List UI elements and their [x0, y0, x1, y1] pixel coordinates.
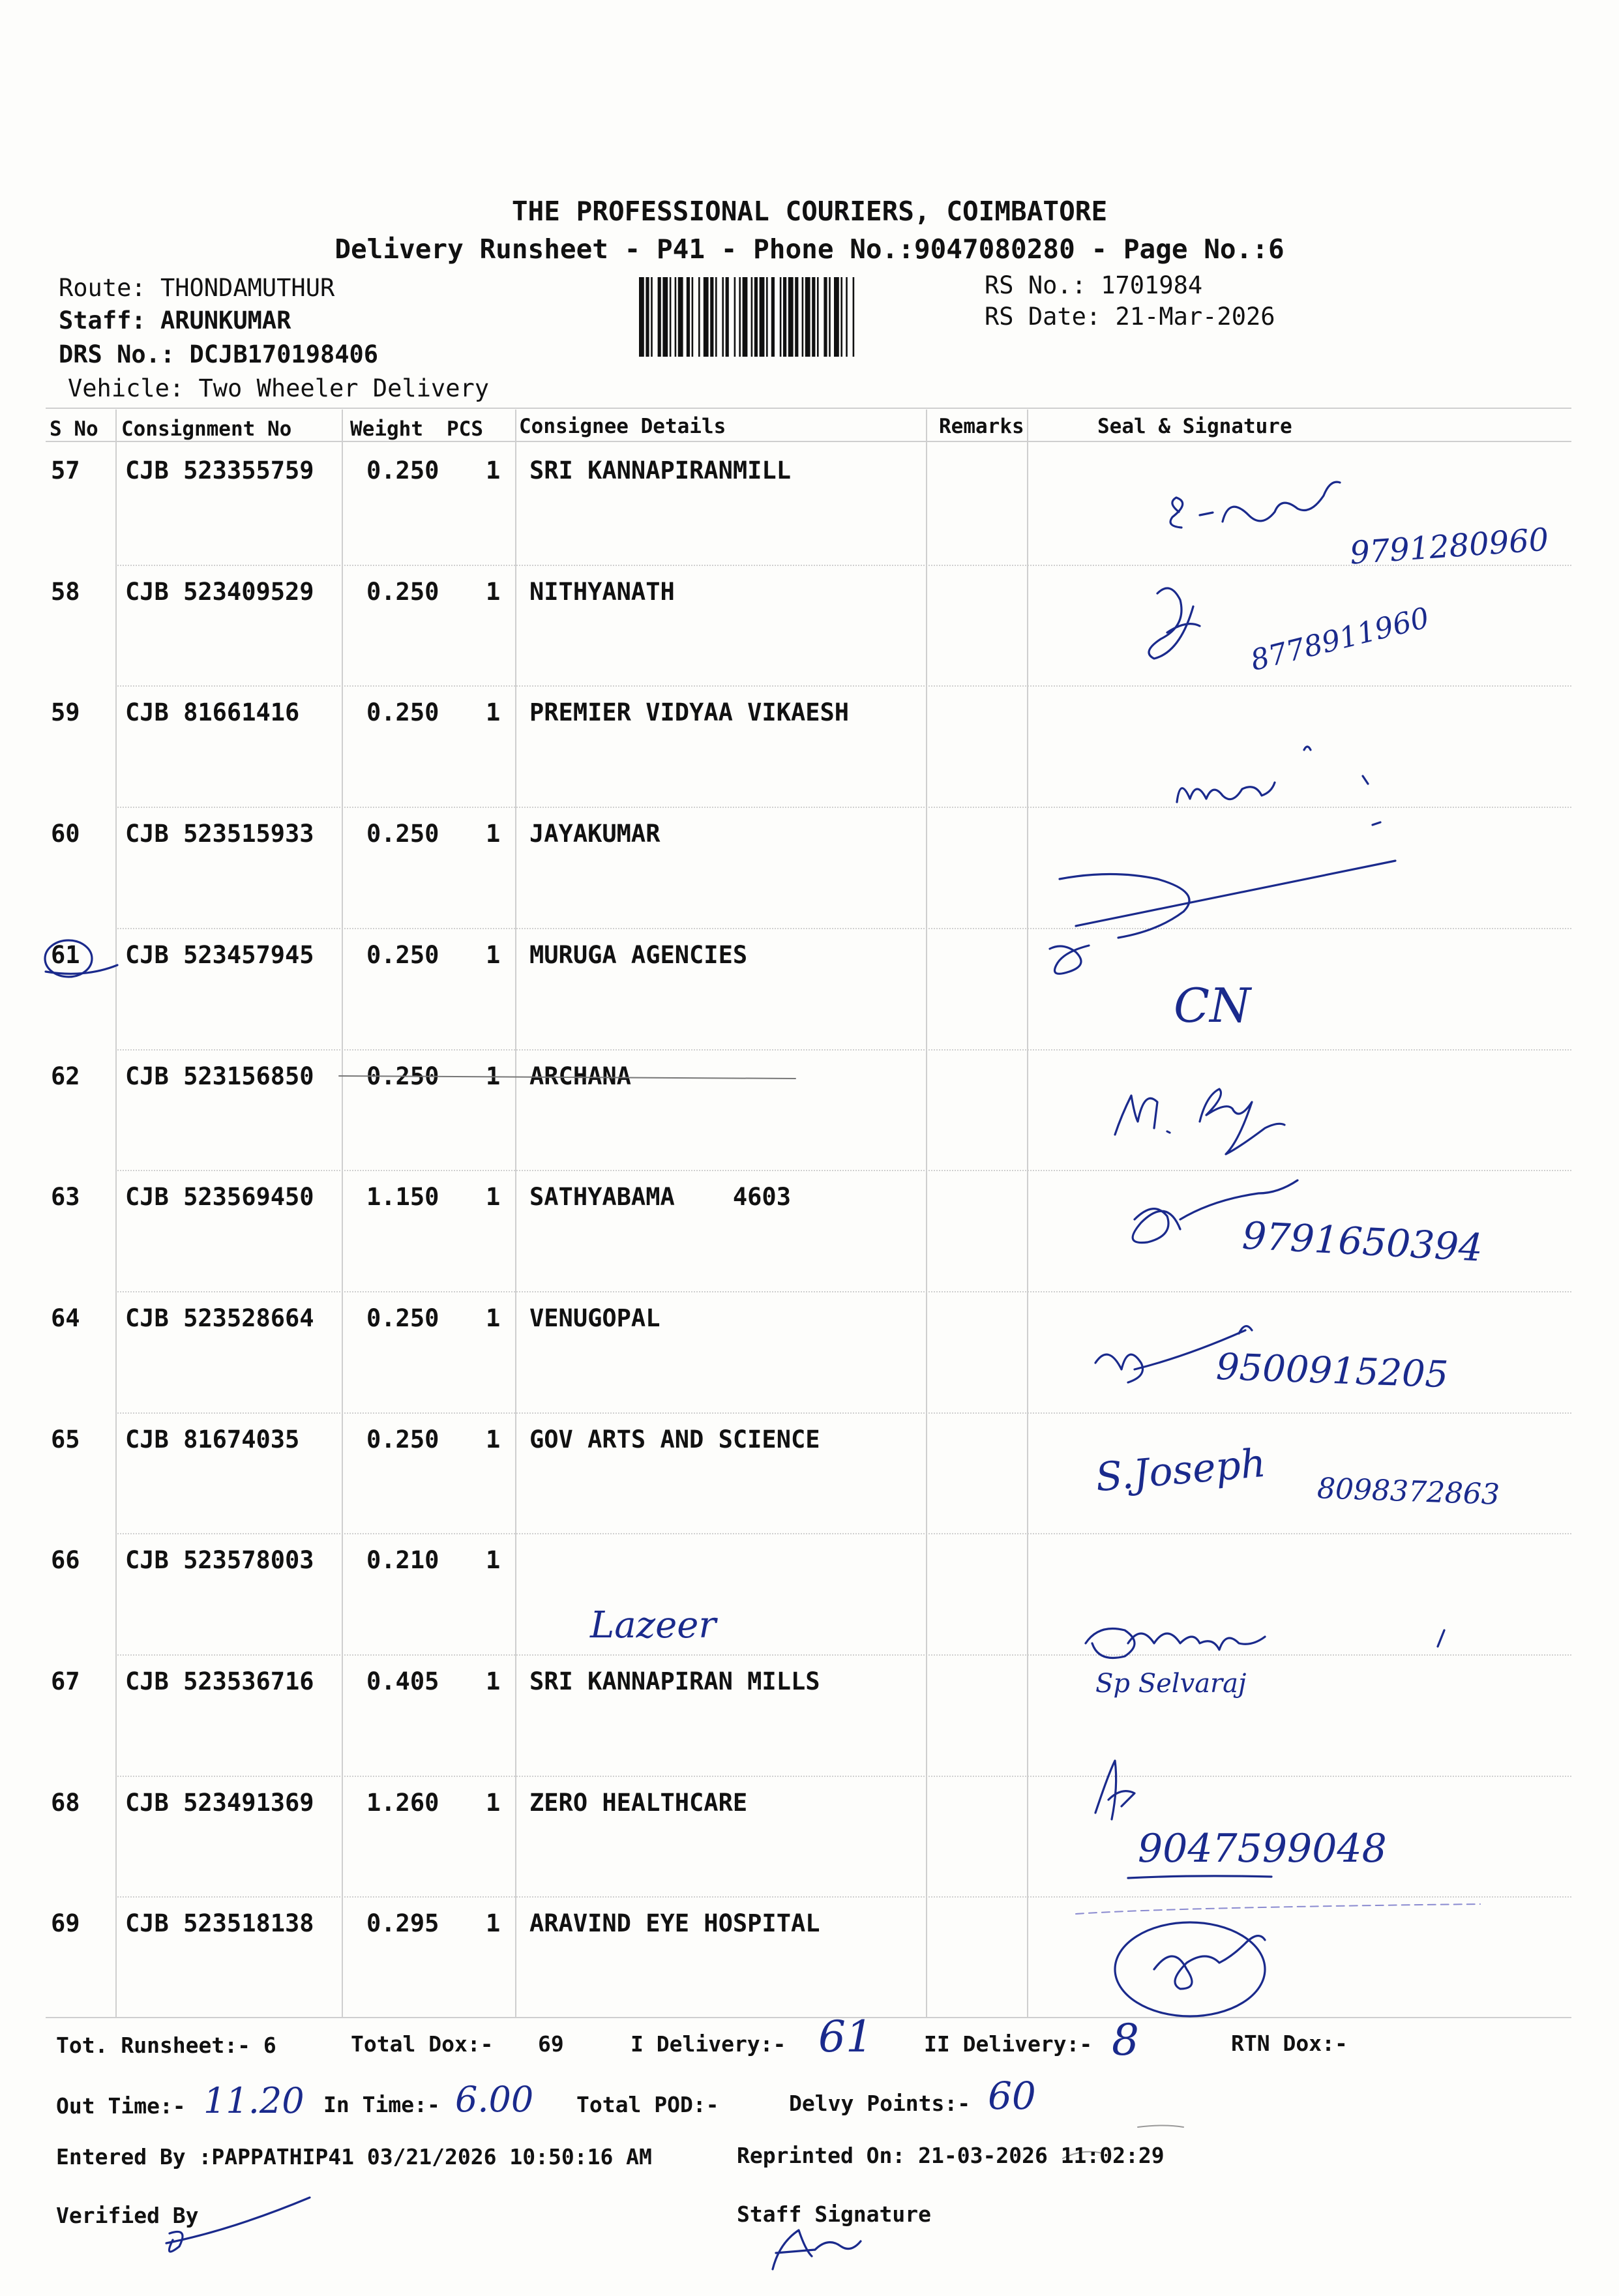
row-consignment: CJB 81674035: [125, 1425, 300, 1454]
ii-delivery-value: 8: [1112, 2015, 1139, 2065]
barcode-bar: [722, 277, 724, 357]
barcode-bar: [805, 277, 810, 357]
barcode-bar: [754, 277, 758, 357]
row-consignee: JAYAKUMAR: [529, 820, 661, 848]
row-consignment: CJB 523409529: [125, 578, 314, 606]
row-consignee: PREMIER VIDYAA VIKAESH: [529, 698, 850, 726]
staff-label: Staff:: [59, 306, 146, 335]
signature: [1060, 822, 1395, 938]
delvy-points-label: Delvy Points:-: [789, 2091, 971, 2116]
reprinted-on: Reprinted On: 21-03-2026 11:02:29: [737, 2143, 1165, 2168]
handwritten-phone: 8098372863: [1316, 1472, 1500, 1512]
row-divider: [115, 1776, 1571, 1777]
barcode-bar: [760, 277, 765, 357]
barcode-bar: [743, 277, 748, 357]
verified-by: Verified By: [56, 2203, 199, 2228]
barcode-bar: [710, 277, 713, 357]
row-pcs: 1: [486, 820, 501, 848]
row-sno: 57: [51, 456, 80, 485]
barcode-bar: [817, 277, 819, 357]
barcode-bar: [739, 277, 741, 357]
col-sno: S No: [50, 417, 98, 441]
barcode-bar: [692, 277, 694, 357]
table-header-line: [46, 441, 1571, 442]
route-value: THONDAMUTHUR: [160, 274, 335, 302]
rs-date-label: RS Date:: [985, 303, 1101, 331]
row-divider: [115, 1533, 1571, 1534]
barcode-bar: [734, 277, 736, 357]
col-seal-signature: Seal & Signature: [1097, 415, 1292, 438]
out-time-label: Out Time:-: [56, 2093, 186, 2119]
row-divider: [115, 1896, 1571, 1898]
row-divider: [115, 1049, 1571, 1051]
row-pcs: 1: [486, 1546, 501, 1574]
total-dox-label: Total Dox:-: [351, 2031, 494, 2057]
handwritten-phone: 8778911960: [1247, 601, 1433, 678]
row-sno: 69: [51, 1909, 80, 1937]
row-consignment: CJB 523536716: [125, 1667, 314, 1695]
col-consignee: Consignee Details: [519, 415, 726, 438]
table-bottom-line: [46, 2017, 1571, 2018]
row-weight: 0.250: [366, 456, 439, 485]
barcode-bar: [678, 277, 683, 357]
signature: [1115, 1089, 1285, 1154]
row-consignee: NITHYANATH: [529, 578, 675, 606]
barcode-bar: [802, 277, 804, 357]
row-consignment: CJB 523491369: [125, 1789, 314, 1817]
drs-label: DRS No.:: [59, 340, 175, 368]
barcode-bar: [639, 277, 644, 357]
barcode-bar: [704, 277, 709, 357]
barcode-bar: [824, 277, 827, 357]
barcode-bar: [780, 277, 782, 357]
staff-signature: Staff Signature: [737, 2201, 932, 2227]
row-pcs: 1: [486, 578, 501, 606]
col-remarks: Remarks: [939, 415, 1024, 438]
row-weight: 0.405: [366, 1667, 439, 1695]
barcode-bar: [670, 277, 672, 357]
row-weight: 0.250: [366, 698, 439, 726]
row-weight: 0.250: [366, 820, 439, 848]
row-consignment: CJB 523457945: [125, 941, 314, 969]
route-label: Route:: [59, 274, 146, 302]
barcode-bar: [846, 277, 848, 357]
col-weight: Weight: [350, 417, 423, 441]
out-time-value: 11.20: [203, 2080, 304, 2121]
row-consignment: CJB 523156850: [125, 1062, 314, 1090]
runsheet-title: Delivery Runsheet - P41 - Phone No.:9047080280 - Page No.:6: [334, 233, 1285, 265]
row-pcs: 1: [486, 1304, 501, 1332]
row-pcs: 1: [486, 1425, 501, 1454]
row-consignee: VENUGOPAL: [529, 1304, 661, 1332]
row-divider: [115, 1170, 1571, 1171]
row-sno: 68: [51, 1789, 80, 1817]
staff-line: [59, 306, 291, 335]
row-consignment: CJB 523578003: [125, 1546, 314, 1574]
signature: [1095, 1761, 1135, 1819]
barcode-bar: [646, 277, 649, 357]
row-divider: [115, 685, 1571, 687]
row-divider: [115, 807, 1571, 808]
row-consignee: SATHYABAMA 4603: [529, 1183, 791, 1211]
row-consignee: SRI KANNAPIRAN MILLS: [529, 1667, 820, 1695]
barcode-bar: [658, 277, 661, 357]
barcode: [639, 277, 978, 357]
handwritten-phone: 9791650394: [1241, 1213, 1484, 1270]
row-sno: 64: [51, 1304, 80, 1332]
row-divider: [115, 1291, 1571, 1292]
barcode-bar: [795, 277, 798, 357]
vehicle-value: Two Wheeler Delivery: [198, 374, 490, 402]
row-consignment: CJB 523528664: [125, 1304, 314, 1332]
barcode-bar: [715, 277, 717, 357]
row-pcs: 1: [486, 1789, 501, 1817]
company-title: THE PROFESSIONAL COURIERS, COIMBATORE: [511, 196, 1108, 227]
row-weight: 0.250: [366, 1304, 439, 1332]
row-weight: 0.295: [366, 1909, 439, 1937]
row-pcs: 1: [486, 1183, 501, 1211]
row-consignment: CJB 523518138: [125, 1909, 314, 1937]
row-consignment: CJB 523355759: [125, 456, 314, 485]
row-pcs: 1: [486, 941, 501, 969]
row-consignee: SRI KANNAPIRANMILL: [529, 456, 791, 485]
in-time-value: 6.00: [455, 2079, 534, 2120]
barcode-bar: [766, 277, 768, 357]
barcode-bar: [698, 277, 700, 357]
underline: [1128, 1876, 1271, 1878]
barcode-bar: [687, 277, 690, 357]
handwritten-phone: 9791280960: [1348, 521, 1550, 572]
row-divider: [115, 928, 1571, 929]
row-sno: 63: [51, 1183, 80, 1211]
row-pcs: 1: [486, 456, 501, 485]
signature: [1154, 1936, 1265, 1989]
row-weight: 0.250: [366, 941, 439, 969]
signature: [1149, 588, 1200, 659]
delvy-points-value: 60: [988, 2074, 1036, 2118]
vehicle-line: [68, 374, 489, 402]
row-consignee: ARAVIND EYE HOSPITAL: [529, 1909, 820, 1937]
row-weight: 1.150: [366, 1183, 439, 1211]
row-weight: 0.250: [366, 1062, 439, 1090]
row-sno: 62: [51, 1062, 80, 1090]
row-weight: 0.210: [366, 1546, 439, 1574]
vehicle-label: Vehicle:: [68, 374, 185, 402]
row-sno: 66: [51, 1546, 80, 1574]
row-consignment: CJB 81661416: [125, 698, 300, 726]
row-consignment: CJB 523515933: [125, 820, 314, 848]
row-consignment: CJB 523569450: [125, 1183, 314, 1211]
route-line: [59, 274, 334, 302]
rs-no-line: [985, 271, 1202, 299]
barcode-bar: [829, 277, 831, 357]
row-sno: 60: [51, 820, 80, 848]
row-consignee: ARCHANA: [529, 1062, 631, 1090]
signature-text: Sp Selvaraj: [1095, 1669, 1247, 1699]
entered-by: Entered By :PAPPATHIP41 03/21/2026 10:50:16 AM: [56, 2144, 652, 2169]
row-divider: [115, 1654, 1571, 1656]
signature: [1170, 482, 1340, 528]
barcode-bar: [840, 277, 842, 357]
handwritten-signature: S.Joseph: [1093, 1440, 1268, 1501]
staff-signature-scribble: [773, 2230, 861, 2269]
i-delivery-value: 61: [818, 2012, 873, 2062]
handwritten-phone: 9500915205: [1215, 1345, 1449, 1397]
faded-stamp-line: [1076, 1904, 1480, 1914]
i-delivery-label: I Delivery:-: [631, 2031, 786, 2057]
col-consignment: Consignment No: [121, 417, 292, 441]
row-consignee: GOV ARTS AND SCIENCE: [529, 1425, 820, 1454]
row-weight: 0.250: [366, 1425, 439, 1454]
circle-mark: [1115, 1922, 1265, 2016]
row-pcs: 1: [486, 698, 501, 726]
row-sno: 61: [51, 941, 80, 969]
row-pcs: 1: [486, 1667, 501, 1695]
barcode-bar: [853, 277, 855, 357]
handwritten-initials: CN: [1174, 978, 1251, 1033]
row-weight: 0.250: [366, 578, 439, 606]
row-pcs: 1: [486, 1062, 501, 1090]
rs-date-value: 21-Mar-2026: [1115, 303, 1275, 331]
barcode-bar: [751, 277, 753, 357]
rs-date-line: [985, 303, 1275, 331]
ii-delivery-label: II Delivery:-: [924, 2031, 1093, 2057]
staff-value: ARUNKUMAR: [160, 306, 291, 335]
row-divider: [115, 1412, 1571, 1414]
barcode-bar: [675, 277, 677, 357]
total-dox-value: 69: [538, 2031, 564, 2057]
row-sno: 59: [51, 698, 80, 726]
row-weight: 1.260: [366, 1789, 439, 1817]
barcode-bar: [771, 277, 775, 357]
row-consignee: MURUGA AGENCIES: [529, 941, 748, 969]
rs-no-value: 1701984: [1101, 271, 1203, 299]
col-pcs: PCS: [447, 417, 483, 441]
in-time-label: In Time:-: [323, 2092, 440, 2117]
row-sno: 58: [51, 578, 80, 606]
barcode-bar: [726, 277, 729, 357]
row-consignee: ZERO HEALTHCARE: [529, 1789, 748, 1817]
signature: [1050, 946, 1089, 974]
handwritten-note: Lazeer: [590, 1604, 717, 1647]
drs-line: [59, 340, 378, 368]
barcode-bar: [651, 277, 653, 357]
barcode-bar: [834, 277, 839, 357]
rs-no-label: RS No.:: [985, 271, 1086, 299]
table-top-line: [46, 408, 1571, 409]
signature: [1177, 747, 1368, 802]
barcode-bar: [812, 277, 815, 357]
rtn-dox-label: RTN Dox:-: [1231, 2031, 1348, 2056]
total-pod-label: Total POD:-: [576, 2092, 719, 2117]
tot-runsheet: Tot. Runsheet:- 6: [56, 2033, 276, 2058]
barcode-bar: [788, 277, 794, 357]
signature: [1086, 1629, 1444, 1658]
barcode-bar: [783, 277, 786, 357]
handwritten-phone: 9047599048: [1138, 1826, 1387, 1871]
drs-value: DCJB170198406: [189, 340, 379, 368]
row-sno: 65: [51, 1425, 80, 1454]
row-pcs: 1: [486, 1909, 501, 1937]
barcode-bar: [662, 277, 668, 357]
row-sno: 67: [51, 1667, 80, 1695]
